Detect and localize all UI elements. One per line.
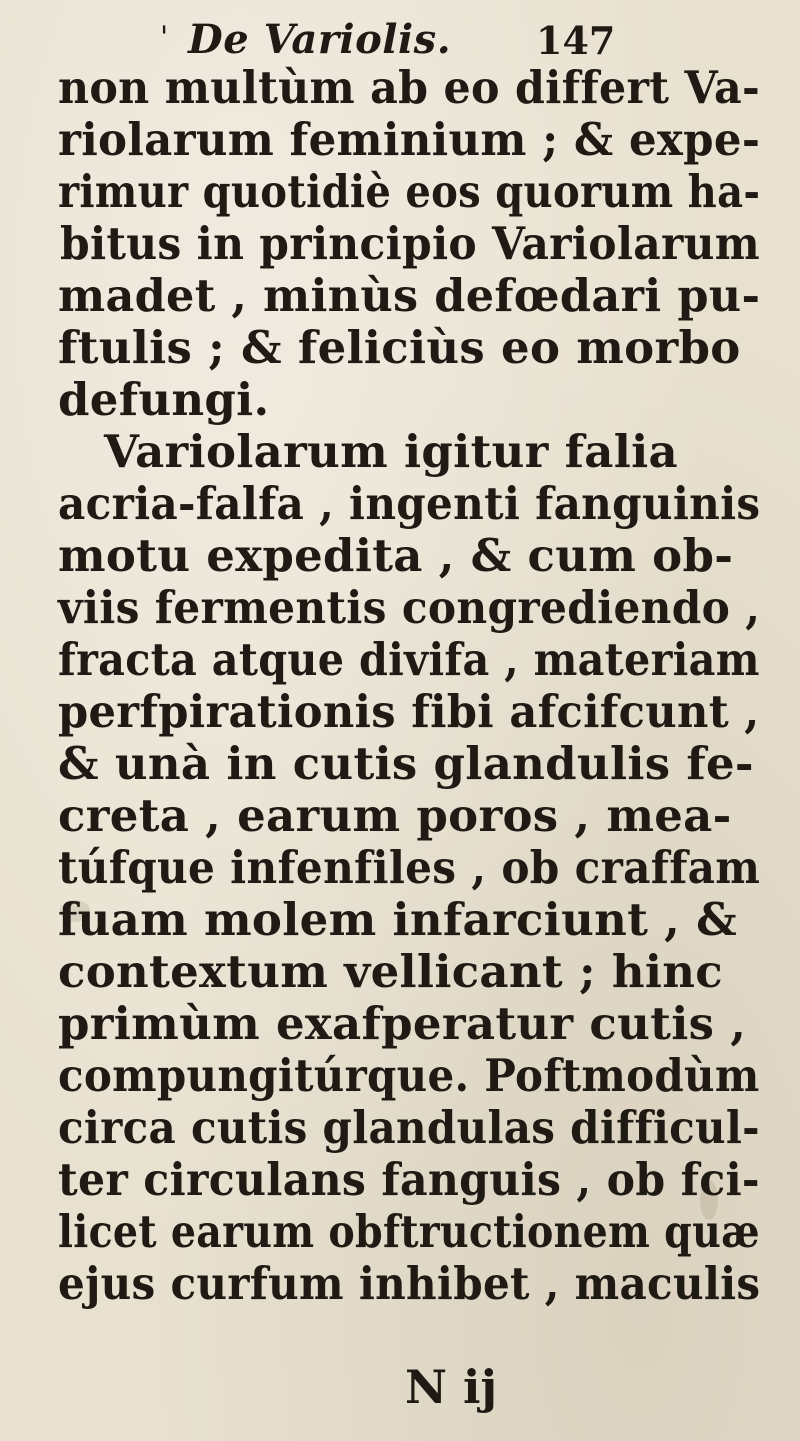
text-line: viis fermentis congrediendo , xyxy=(58,581,761,634)
text-line: non multùm ab eo differt Va- xyxy=(58,61,761,114)
text-line: acria-falfa , ingenti fanguinis xyxy=(58,477,761,530)
text-line: ftulis ; & feliciùs eo morbo xyxy=(58,321,741,374)
text-line: rimur quotidiè eos quorum ha- xyxy=(58,165,761,218)
text-line: primùm exafperatur cutis , xyxy=(58,997,747,1050)
text-line: riolarum feminium ; & expe- xyxy=(58,113,761,166)
text-line: madet , minùs defœdari pu- xyxy=(58,269,761,322)
text-line: fracta atque divifa , materiam xyxy=(58,633,760,686)
text-line: compungitúrque. Poftmodùm xyxy=(58,1049,760,1102)
text-line: perfpirationis fibi afcifcunt , xyxy=(58,685,760,738)
page-number: 147 xyxy=(536,18,616,63)
text-line: bitus in principio Variolarum xyxy=(60,217,761,270)
text-line: motu expedita , & cum ob- xyxy=(58,529,734,582)
text-line: ejus curfum inhibet , maculis xyxy=(58,1257,761,1310)
text-line: creta , earum poros , mea- xyxy=(58,789,732,842)
text-line: circa cutis glandulas difficul- xyxy=(58,1101,760,1154)
text-line: túfque infenfiles , ob craffam xyxy=(58,841,761,894)
text-line: defungi. xyxy=(58,373,270,426)
text-line: Variolarum igitur falia xyxy=(104,425,679,478)
running-title: De Variolis. xyxy=(188,16,452,63)
running-head xyxy=(160,14,720,64)
text-line: contextum vellicant ; hinc xyxy=(58,945,723,998)
text-line: & unà in cutis glandulis fe- xyxy=(58,737,754,790)
head-mark: ' xyxy=(160,20,169,55)
text-line: fuam molem infarciunt , & xyxy=(58,893,738,946)
signature-mark: N ij xyxy=(405,1360,498,1414)
text-line: ter circulans fanguis , ob fci- xyxy=(58,1153,760,1206)
text-line: licet earum obftructionem quæ xyxy=(58,1205,760,1258)
